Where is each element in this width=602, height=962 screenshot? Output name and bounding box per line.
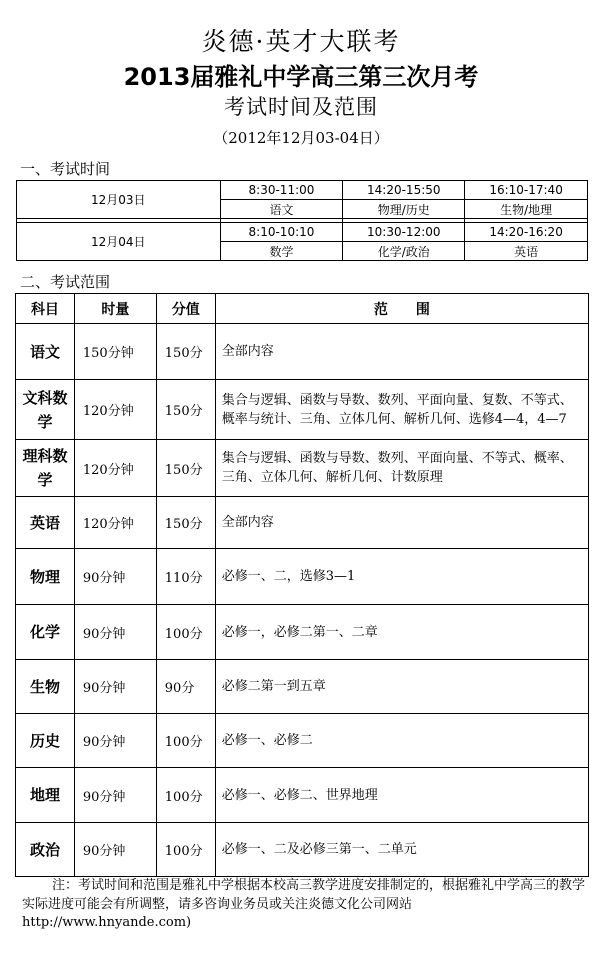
duration-cell: 120分钟 xyxy=(74,497,156,549)
page-subtitle: 考试时间及范围 xyxy=(224,95,378,119)
duration-cell: 120分钟 xyxy=(74,380,156,440)
slot-subject: 语文 xyxy=(220,200,343,219)
table-row xyxy=(16,497,589,549)
slot-time: 16:10-17:40 xyxy=(465,181,588,200)
column-header: 科目 xyxy=(16,294,75,324)
column-header: 时量 xyxy=(74,294,156,324)
score-cell: 150分 xyxy=(156,497,215,549)
score-cell: 150分 xyxy=(156,380,215,440)
duration-cell: 120分钟 xyxy=(74,440,156,497)
subject-cell: 文科数学 xyxy=(16,380,75,440)
subject-cell: 英语 xyxy=(16,497,75,549)
table-row xyxy=(17,223,588,242)
slot-subject: 英语 xyxy=(465,242,588,261)
score-cell: 90分 xyxy=(156,660,215,714)
slot-subject: 生物/地理 xyxy=(465,200,588,219)
duration-cell: 90分钟 xyxy=(74,823,156,877)
table-row xyxy=(16,714,589,768)
page-title: 2013届雅礼中学高三第三次月考 xyxy=(123,63,479,91)
scope-cell: 全部内容 xyxy=(215,497,588,549)
exam-time-table xyxy=(16,180,588,261)
scope-cell: 必修一，必修二第一、二章 xyxy=(215,605,588,660)
subject-cell: 化学 xyxy=(16,605,75,660)
subject-cell: 语文 xyxy=(16,324,75,380)
duration-cell: 90分钟 xyxy=(74,605,156,660)
table-row xyxy=(16,768,589,823)
subject-cell: 历史 xyxy=(16,714,75,768)
duration-cell: 150分钟 xyxy=(74,324,156,380)
score-cell: 100分 xyxy=(156,768,215,823)
slot-time: 10:30-12:00 xyxy=(343,223,465,242)
slot-time: 14:20-16:20 xyxy=(465,223,588,242)
table-row xyxy=(16,823,589,877)
column-header: 范 围 xyxy=(215,294,588,324)
section-exam-scope-heading: 二、考试范围 xyxy=(20,273,111,291)
scope-cell: 全部内容 xyxy=(215,324,588,380)
column-header: 分值 xyxy=(156,294,215,324)
subject-cell: 生物 xyxy=(16,660,75,714)
table-row xyxy=(16,549,589,605)
score-cell: 100分 xyxy=(156,605,215,660)
table-row xyxy=(16,605,589,660)
section-exam-time-heading: 一、考试时间 xyxy=(20,160,111,178)
duration-cell: 90分钟 xyxy=(74,549,156,605)
subject-cell: 政治 xyxy=(16,823,75,877)
scope-cell: 必修一、必修二 xyxy=(215,714,588,768)
brand-title: 炎德·英才大联考 xyxy=(201,27,401,56)
slot-time: 8:30-11:00 xyxy=(220,181,343,200)
table-row xyxy=(16,440,589,497)
scope-cell: 必修一、二及必修三第一、二单元 xyxy=(215,823,588,877)
slot-time: 8:10-10:10 xyxy=(220,223,343,242)
scope-cell: 必修一、必修二、世界地理 xyxy=(215,768,588,823)
website-link[interactable]: http://www.hnyande.com) xyxy=(22,915,192,930)
table-row xyxy=(16,324,589,380)
score-cell: 150分 xyxy=(156,324,215,380)
slot-subject: 数学 xyxy=(220,242,343,261)
duration-cell: 90分钟 xyxy=(74,660,156,714)
exam-scope-table xyxy=(15,293,589,877)
day-date: 12月04日 xyxy=(17,223,221,261)
slot-subject: 物理/历史 xyxy=(343,200,465,219)
scope-cell: 必修二第一到五章 xyxy=(215,660,588,714)
slot-time: 14:20-15:50 xyxy=(343,181,465,200)
duration-cell: 90分钟 xyxy=(74,768,156,823)
subject-cell: 地理 xyxy=(16,768,75,823)
exam-date: （2012年12月03-04日） xyxy=(213,129,389,147)
scope-cell: 必修一、二，选修3—1 xyxy=(215,549,588,605)
duration-cell: 90分钟 xyxy=(74,714,156,768)
table-row xyxy=(16,380,589,440)
table-header-row xyxy=(16,294,589,324)
table-row xyxy=(16,660,589,714)
score-cell: 110分 xyxy=(156,549,215,605)
day-date: 12月03日 xyxy=(17,181,221,219)
footnote: 注：考试时间和范围是雅礼中学根据本校高三教学进度安排制定的，根据雅礼中学高三的教学实际进度可能会有所调整，请多咨询业务员或关注炎德文化公司网站 xyxy=(22,878,586,912)
subject-cell: 物理 xyxy=(16,549,75,605)
table-row xyxy=(17,181,588,200)
scope-cell: 集合与逻辑、函数与导数、数列、平面向量、复数、不等式、概率与统计、三角、立体几何、解析几何、选修4—4，4—7 xyxy=(215,380,588,440)
slot-subject: 化学/政治 xyxy=(343,242,465,261)
subject-cell: 理科数学 xyxy=(16,440,75,497)
score-cell: 150分 xyxy=(156,440,215,497)
scope-cell: 集合与逻辑、函数与导数、数列、平面向量、不等式、概率、三角、立体几何、解析几何、计数原理 xyxy=(215,440,588,497)
score-cell: 100分 xyxy=(156,714,215,768)
score-cell: 100分 xyxy=(156,823,215,877)
